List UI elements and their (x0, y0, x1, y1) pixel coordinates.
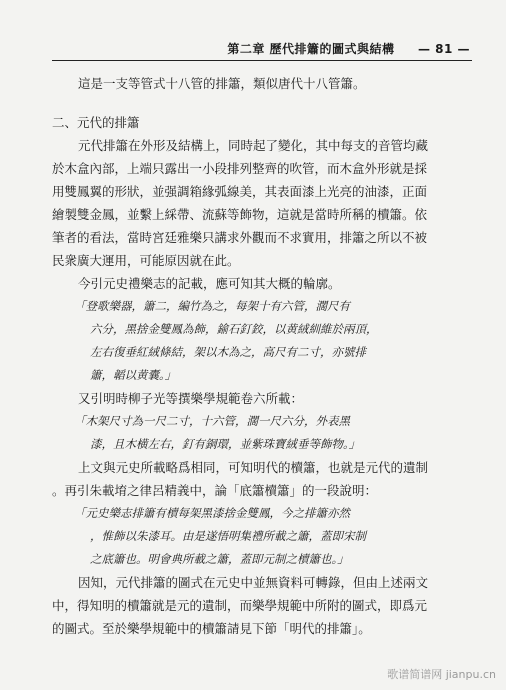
paragraph-line: 上文與元史所載略爲相同，可知明代的櫝簫，也就是元代的遺制 (78, 460, 429, 475)
quote-line: 「元史樂志排簫有櫝每架黑漆捨金雙鳳，今之排簫亦然 (74, 506, 350, 520)
paragraph-line: 用雙鳳翼的形狀，並强調箱緣弧線美，其表面漆上光亮的油漆，正面 (52, 184, 428, 199)
watermark: 歌谱简谱网 jianpu.cn (387, 668, 496, 681)
quote-line: 漆，且木横左右，釘有銅環，並紫珠寶絨垂等飾物。」 (90, 437, 361, 451)
paragraph-line: 中，得知明的櫝簫就是元的遺制，而樂學規範中所附的圖式，即爲元 (52, 598, 428, 613)
running-header (0, 40, 506, 60)
quote-line: 之底簫也。明會典所載之簫，蓋即元制之櫝簫也。」 (90, 552, 349, 566)
quote-line: ，惟飾以朱漆耳。由是遂悟明集禮所載之簫，蓋即宋制 (90, 529, 366, 543)
header-rule (52, 60, 472, 61)
paragraph-line: 因知，元代排簫的圖式在元史中並無資料可轉錄，但由上述兩文 (78, 575, 429, 590)
quote-line: 六分，黑捨金雙鳳為飾，鍮石釘鉸，以黄絨紃維於兩頂， (90, 322, 378, 336)
paragraph-intro: 這是一支等管式十八管的排簫，類似唐代十八管簫。 (78, 76, 366, 91)
quote-line: 「木架尺寸為一尺二寸，十六管，濶一尺六分，外表黑 (74, 414, 350, 428)
paragraph-line: 於木盒內部，上端只露出一小段排列整齊的吹管，而木盒外形就是採 (52, 161, 428, 176)
quote-line: 「登歌樂器，簫二，編竹為之，每架十有六管，濶尺有 (74, 299, 350, 313)
paragraph-citation: 又引明時柳子光等撰樂學規範卷六所載： (78, 391, 304, 406)
page-body (52, 72, 472, 640)
page-number: — 81 — (417, 42, 470, 56)
header-text (227, 40, 470, 57)
section-title: 二、元代的排簫 (52, 115, 140, 130)
paragraph-line: 的圖式。至於樂學規範中的櫝簫請見下節「明代的排簫」。 (52, 621, 371, 636)
paragraph-line: 筆者的看法，當時宮廷雅樂只講求外觀而不求實用，排簫之所以不被 (52, 230, 428, 245)
chapter-title: 第二章 歷代排簫的圖式與結構 (227, 42, 395, 56)
quote-line: 簫，韜以黄囊。」 (90, 368, 177, 382)
paragraph-line: 繪製雙金鳳，並繫上綵帶、流蘇等飾物，這就是當時所稱的櫝簫。依 (52, 207, 428, 222)
paragraph-line: 民衆廣大運用，可能原因就在此。 (52, 253, 240, 268)
quote-line: 左右復垂紅絨條結，架以木為之，高尺有二寸，亦號排 (90, 345, 366, 359)
paragraph-citation: 今引元史禮樂志的記載，應可知其大概的輪廓。 (78, 276, 341, 291)
paragraph-line: 。再引朱載堉之律呂精義中，論「底簫櫝簫」的一段說明： (52, 483, 378, 498)
paragraph-line: 元代排簫在外形及結構上，同時起了變化，其中每支的音管均藏 (78, 138, 429, 153)
